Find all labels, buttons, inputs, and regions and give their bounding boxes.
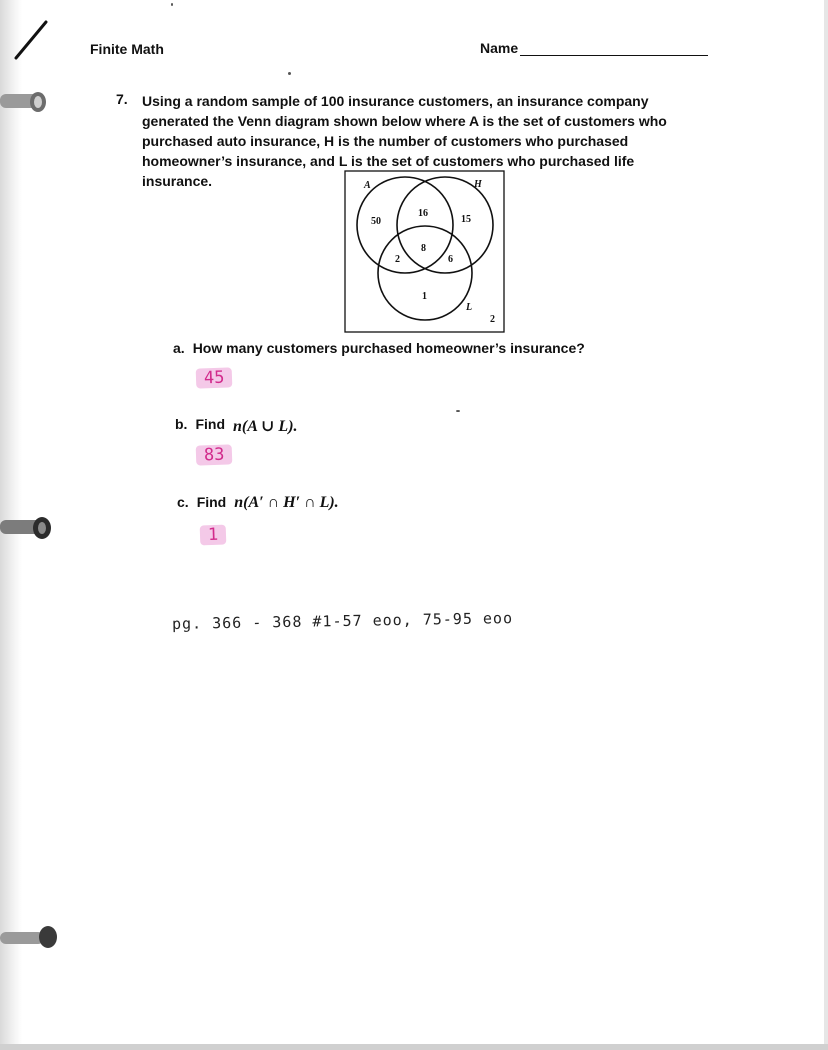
part-a-letter: a. bbox=[173, 340, 185, 356]
part-b bbox=[175, 416, 298, 436]
venn-circle-h bbox=[397, 177, 493, 273]
name-label: Name bbox=[480, 40, 519, 56]
pen-mark bbox=[10, 18, 50, 64]
part-a bbox=[173, 340, 585, 356]
part-c bbox=[177, 494, 339, 512]
venn-value-l-only: 1 bbox=[422, 291, 427, 302]
part-a-answer: 45 bbox=[196, 367, 233, 388]
venn-value-outside: 2 bbox=[490, 314, 495, 325]
binder-ring-middle bbox=[0, 514, 60, 544]
venn-label-a: A bbox=[364, 180, 371, 191]
part-c-math: n(A′ ∩ H′ ∩ L). bbox=[234, 494, 339, 511]
page-bottom-edge bbox=[0, 1044, 828, 1050]
part-b-text: Find bbox=[195, 416, 225, 432]
part-c-text: Find bbox=[196, 494, 227, 510]
name-underline bbox=[520, 40, 708, 56]
part-b-answer: 83 bbox=[196, 444, 233, 465]
binder-ring-bottom bbox=[0, 924, 60, 954]
name-field bbox=[480, 40, 708, 56]
part-a-text: How many customers purchased homeowner’s insurance? bbox=[192, 340, 585, 356]
question-text: Using a random sample of 100 insurance customers, an insurance company generated the Venn diagram shown below where A is the set of customers who purchased auto insurance, H is the number of customers who purchased homeowner’s insurance, and L is the set of customers who purchased life insurance. bbox=[142, 93, 667, 189]
venn-circle-l bbox=[378, 226, 472, 320]
handwritten-homework-note: pg. 366 - 368 #1-57 eoo, 75-95 eoo bbox=[171, 609, 514, 633]
venn-value-a-only: 50 bbox=[371, 216, 381, 227]
venn-diagram bbox=[344, 170, 506, 334]
binder-ring-top bbox=[0, 88, 60, 118]
part-b-letter: b. bbox=[175, 416, 188, 432]
part-b-math: n(A ∪ L). bbox=[233, 418, 298, 435]
venn-value-a-h: 16 bbox=[418, 208, 428, 219]
venn-value-a-l: 2 bbox=[395, 254, 400, 265]
page-right-edge bbox=[824, 0, 828, 1050]
venn-label-l: L bbox=[466, 302, 473, 313]
question-number: 7. bbox=[116, 91, 128, 107]
part-c-letter: c. bbox=[177, 494, 189, 510]
course-title: Finite Math bbox=[90, 41, 164, 57]
part-c-answer: 1 bbox=[200, 525, 227, 546]
venn-value-h-l: 6 bbox=[448, 254, 453, 265]
speck bbox=[171, 3, 173, 6]
venn-label-h: H bbox=[474, 179, 482, 190]
venn-value-center: 8 bbox=[421, 243, 426, 254]
venn-value-h-only: 15 bbox=[461, 214, 471, 225]
speck bbox=[456, 410, 460, 412]
speck bbox=[288, 72, 291, 75]
